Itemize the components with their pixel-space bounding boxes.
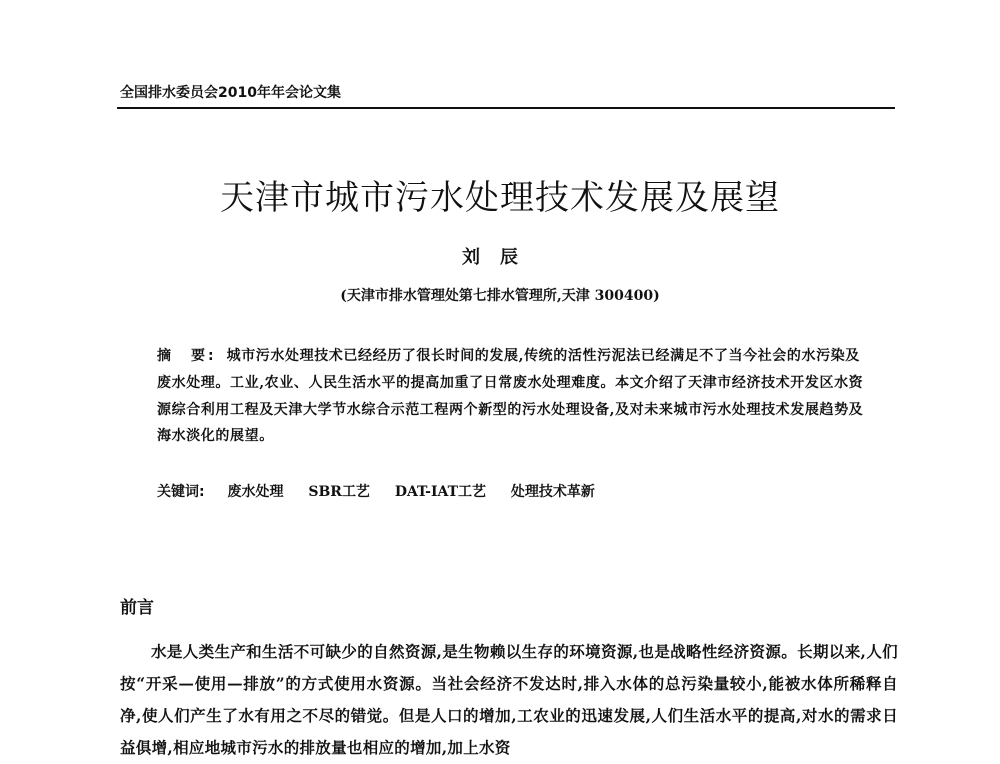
abstract-text: 城市污水处理技术已经经历了很长时间的发展,传统的活性污泥法已经满足不了当今社会的水污染及废水处理。工业,农业、人民生活水平的提高加重了日常废水处理难度。本文介绍了天津市经济技术开发区水资源综合利用工程及天津大学节水综合示范工程两个新型的污水处理设备,及对未来城市污水处理技术发展趋势及海水淡化的展望。 bbox=[157, 348, 864, 445]
header-rule bbox=[117, 107, 895, 109]
author-name: 刘辰 bbox=[462, 247, 538, 268]
abstract-label: 摘 要: bbox=[157, 348, 217, 364]
keyword-item: SBR工艺 bbox=[308, 484, 370, 500]
keywords bbox=[157, 480, 615, 504]
keyword-item: 废水处理 bbox=[227, 484, 284, 500]
section-heading: 前言 bbox=[120, 598, 154, 618]
keywords-label: 关键词: bbox=[157, 484, 205, 500]
author-affiliation: (天津市排水管理处第七排水管理所,天津 300400) bbox=[340, 288, 660, 304]
abstract bbox=[157, 343, 867, 450]
paper-title: 天津市城市污水处理技术发展及展望 bbox=[220, 178, 780, 218]
keyword-item: 处理技术革新 bbox=[510, 484, 595, 500]
running-header: 全国排水委员会2010年年会论文集 bbox=[120, 85, 341, 101]
keyword-item: DAT-IAT工艺 bbox=[394, 484, 487, 500]
body-paragraph: 水是人类生产和生活不可缺少的自然资源,是生物赖以生存的环境资源,也是战略性经济资源。长期以来,人们按“开采—使用—排放”的方式使用水资源。当社会经济不发达时,排入水体的总污染量较小,能被水体所稀释自净,使人们产生了水有用之不尽的错觉。但是人口的增加,工农业的迅速发展,人们生活水平的提高,对水的需求日益俱增,相应地城市污水的排放量也相应的增加,加上水资 bbox=[120, 642, 898, 757]
